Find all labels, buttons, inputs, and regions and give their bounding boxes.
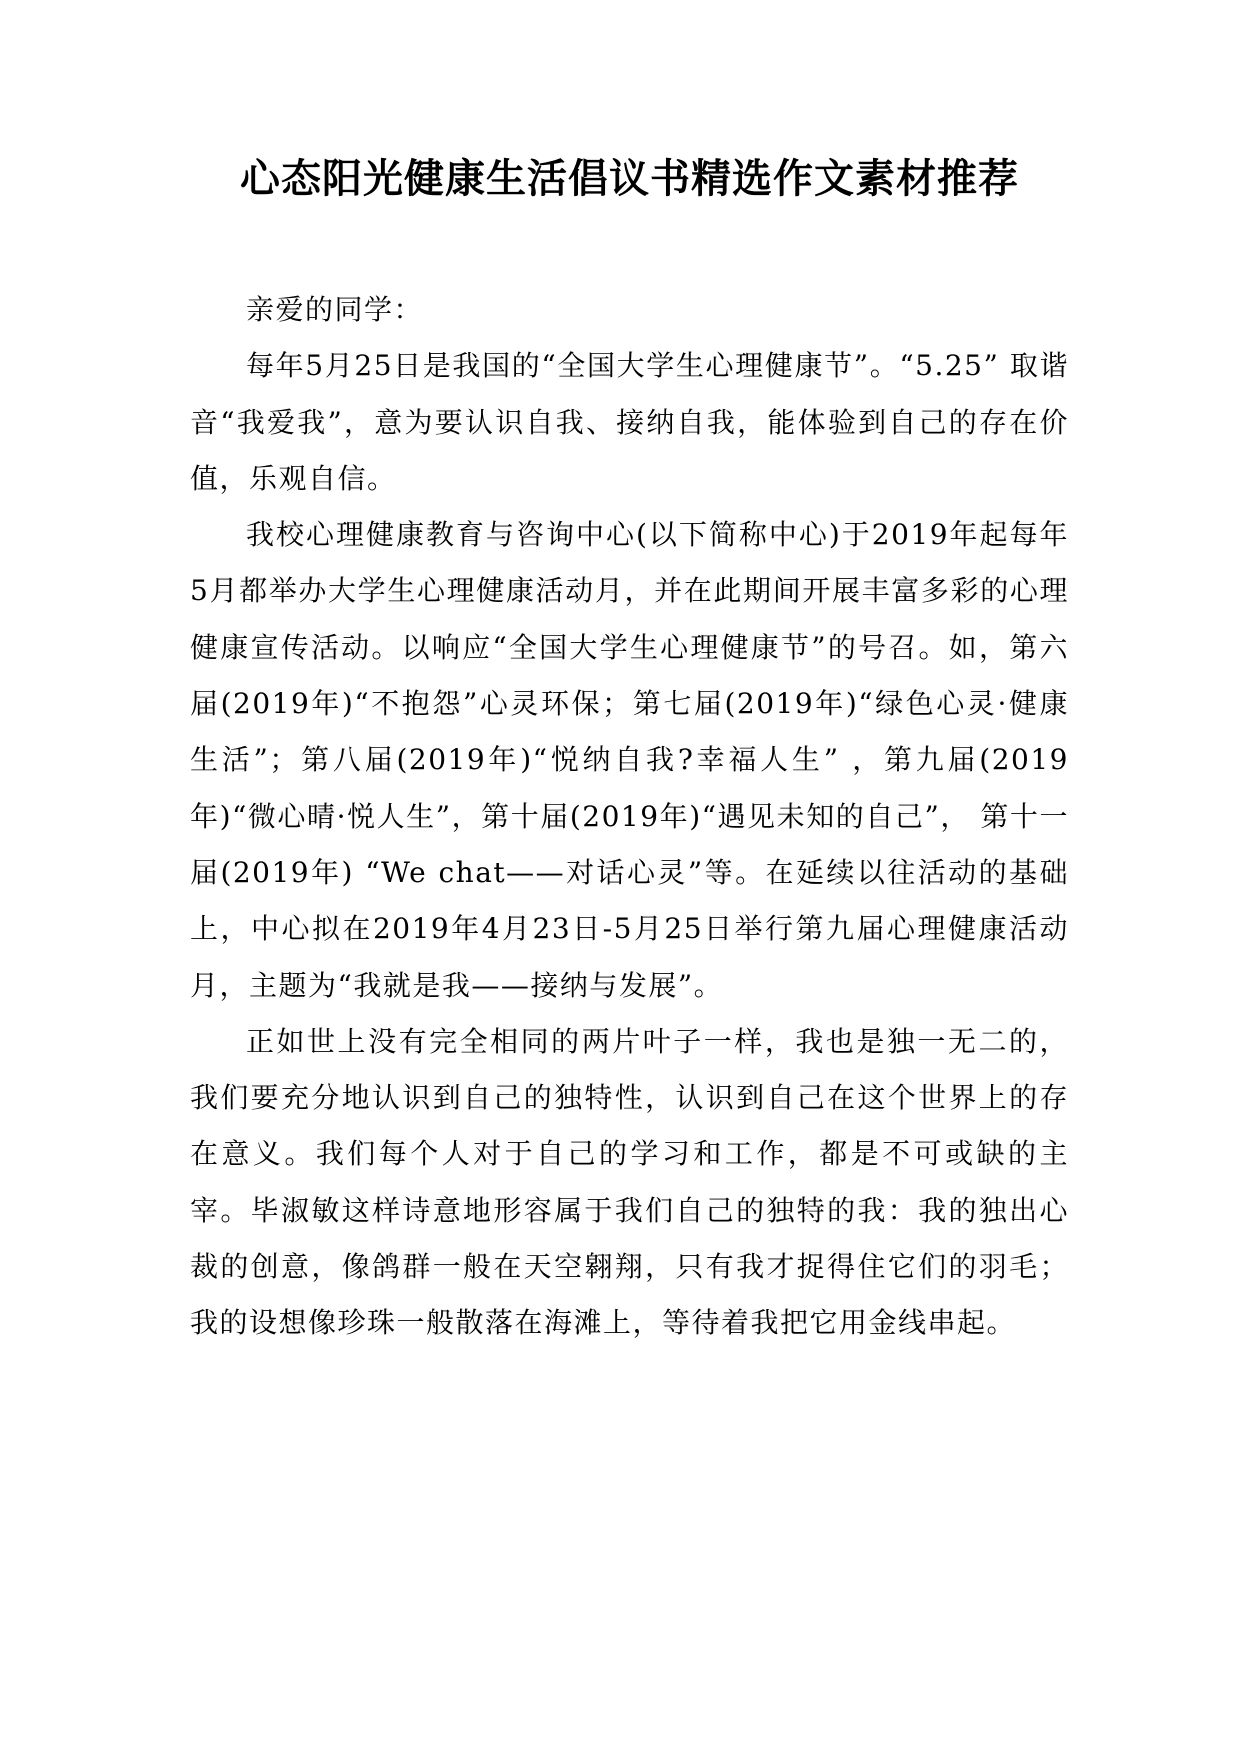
salutation: 亲爱的同学： (246, 293, 424, 326)
paragraph-2: 我校心理健康教育与咨询中心(以下简称中心)于2019年起每年5月都举办大学生心理健康活动月，并在此期间开展丰富多彩的心理健康宣传活动。以响应“全国大学生心理健康节”的号召。如，第六届(2019年)“不抱怨”心灵环保；第七届(2019年)“绿色心灵·健康生活”；第八届(2019年)“悦纳自我?幸福人生” ，第九届(2019年)“微心晴·悦人生”，第十届(2019年)“遇见未知的自己”， 第十一届(2019年) “We chat——对话心灵”等。在延续以往活动的基础上，中心拟在2019年4月23日-5月25日举行第九届心理健康活动月，主题为“我就是我——接纳与发展”。 (190, 518, 1069, 1002)
document-title: 心态阳光健康生活倡议书精选作文素材推荐 (240, 155, 1019, 202)
paragraph-1: 每年5月25日是我国的“全国大学生心理健康节”。“5.25” 取谐音“我爱我”，意为要认识自我、接纳自我，能体验到自己的存在价值，乐观自信。 (190, 349, 1069, 495)
paragraph-3: 正如世上没有完全相同的两片叶子一样，我也是独一无二的，我们要充分地认识到自己的独特性，认识到自己在这个世界上的存在意义。我们每个人对于自己的学习和工作，都是不可或缺的主宰。毕淑敏这样诗意地形容属于我们自己的独特的我：我的独出心裁的创意，像鸽群一般在天空翱翔，只有我才捉得住它们的羽毛；我的设想像珍珠一般散落在海滩上，等待着我把它用金线串起。 (190, 1024, 1069, 1340)
document-body (190, 282, 1069, 1352)
